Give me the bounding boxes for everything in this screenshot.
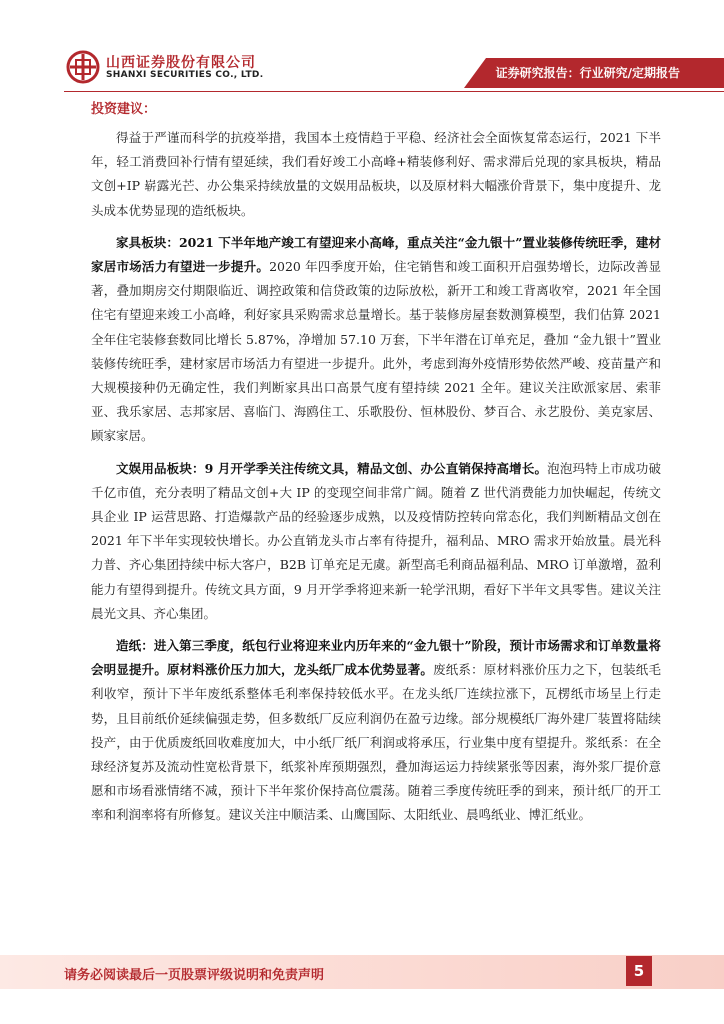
paper-lead: 造纸：进入第三季度，纸包行业将迎来业内历年来的“金九银十”阶段，预计市场需求和订单数量将会明显提升。原材料涨价压力加大，龙头纸厂成本优势显著。 bbox=[91, 638, 661, 678]
header-divider bbox=[64, 91, 724, 92]
paper-paragraph bbox=[91, 634, 661, 828]
furniture-lead: 家具板块：2021 下半年地产竣工有望迎来小高峰，重点关注“金九银十”置业装修传统旺季，建材家居市场活力有望进一步提升。 bbox=[91, 234, 661, 275]
section-title: 投资建议： bbox=[91, 102, 157, 117]
furniture-paragraph bbox=[91, 231, 661, 449]
company-name-en: SHANXI SECURITIES CO., LTD. bbox=[106, 70, 264, 80]
stationery-lead: 文娱用品板块：9 月开学季关注传统文具，精品文创、办公直销保持高增长。 bbox=[116, 460, 548, 476]
page-number: 5 bbox=[626, 956, 652, 986]
furniture-text: 2020 年四季度开始，住宅销售和竣工面积开启强势增长，边际改善显著，叠加期房交付期限临近、调控政策和信贷政策的边际放松，新开工和竣工背离收窄，2021 年全国住宅有望迎来竣工小高峰，利好家具采购需求总量增长。基于装修房屋套数测算模型，我们估算 2021 全年住宅装修套数同比增长 5.87%，净增加 57.10 万套，下半年潜在订单充足，叠加 “金九银十”置业装修传统旺季，建材家居市场活力有望进一步提升。此外，考虑到海外疫情形势依然严峻、疫苗量产和大规模接种仍无确定性，我们判断家具出口高景气度有望持续 2021 全年。建议关注欧派家居、索菲亚、我乐家居、志邦家居、喜临门、海鸥住工、乐歌股份、恒林股份、梦百合、永艺股份、美克家居、顾家家居。 bbox=[91, 259, 661, 444]
paper-text: 废纸系：原材料涨价压力之下，包装纸毛利收窄，预计下半年废纸系整体毛利率保持较低水平。在龙头纸厂连续拉涨下，瓦楞纸市场呈上行走势，且目前纸价延续偏强走势，但多数纸厂反应利润仍在盈亏边缘。部分规模纸厂海外建厂装置将陆续投产，由于优质废纸回收难度加大，中小纸厂纸厂利润或将承压，行业集中度有望提升。浆纸系：在全球经济复苏及流动性宽松背景下，纸浆补库预期强烈，叠加海运运力持续紧张等因素，海外浆厂提价意愿和市场看涨情绪不减，预计下半年浆价保持高位震荡。随着三季度传统旺季的到来，预计纸厂的开工率和利润率将有所修复。建议关注中顺洁柔、山鹰国际、太阳纸业、晨鸣纸业、博汇纸业。 bbox=[91, 662, 661, 823]
report-type-label: 证券研究报告：行业研究/定期报告 bbox=[495, 66, 680, 80]
report-body bbox=[91, 98, 661, 836]
stationery-text: 泡泡玛特上市成功破千亿市值，充分表明了精品文创+大 IP 的变现空间非常广阔。随着 Z 世代消费能力加快崛起，传统文具企业 IP 运营思路、打造爆款产品的经验逐步成熟，以及疫情防控转向常态化，我们判断精品文创在 2021 年下半年实现较快增长。办公直销龙头市占率有待提升，福利品、MRO 需求开始放量。晨光科力普、齐心集团持续中标大客户，B2B 订单充足无虞。新型高毛利商品福利品、MRO 订单激增，盈利能力有望得到提升。传统文具方面，9 月开学季将迎来新一轮学汛期，看好下半年文具零售。建议关注晨光文具、齐心集团。 bbox=[91, 460, 661, 621]
page-header bbox=[0, 0, 724, 92]
intro-paragraph: 得益于严谨而科学的抗疫举措，我国本土疫情趋于平稳、经济社会全面恢复常态运行，2021 下半年，轻工消费回补行情有望延续，我们看好竣工小高峰+精装修利好、需求滞后兑现的家具板块，精品文创+IP 崭露光芒、办公集采持续放量的文娱用品板块，以及原材料大幅涨价背景下，集中度提升、龙头成本优势显现的造纸板块。 bbox=[91, 130, 661, 218]
shanxi-securities-logo-icon bbox=[66, 50, 100, 84]
stationery-paragraph bbox=[91, 457, 661, 626]
footer-disclaimer: 请务必阅读最后一页股票评级说明和免责声明 bbox=[64, 968, 325, 983]
company-name-cn: 山西证券股份有限公司 bbox=[106, 55, 256, 71]
